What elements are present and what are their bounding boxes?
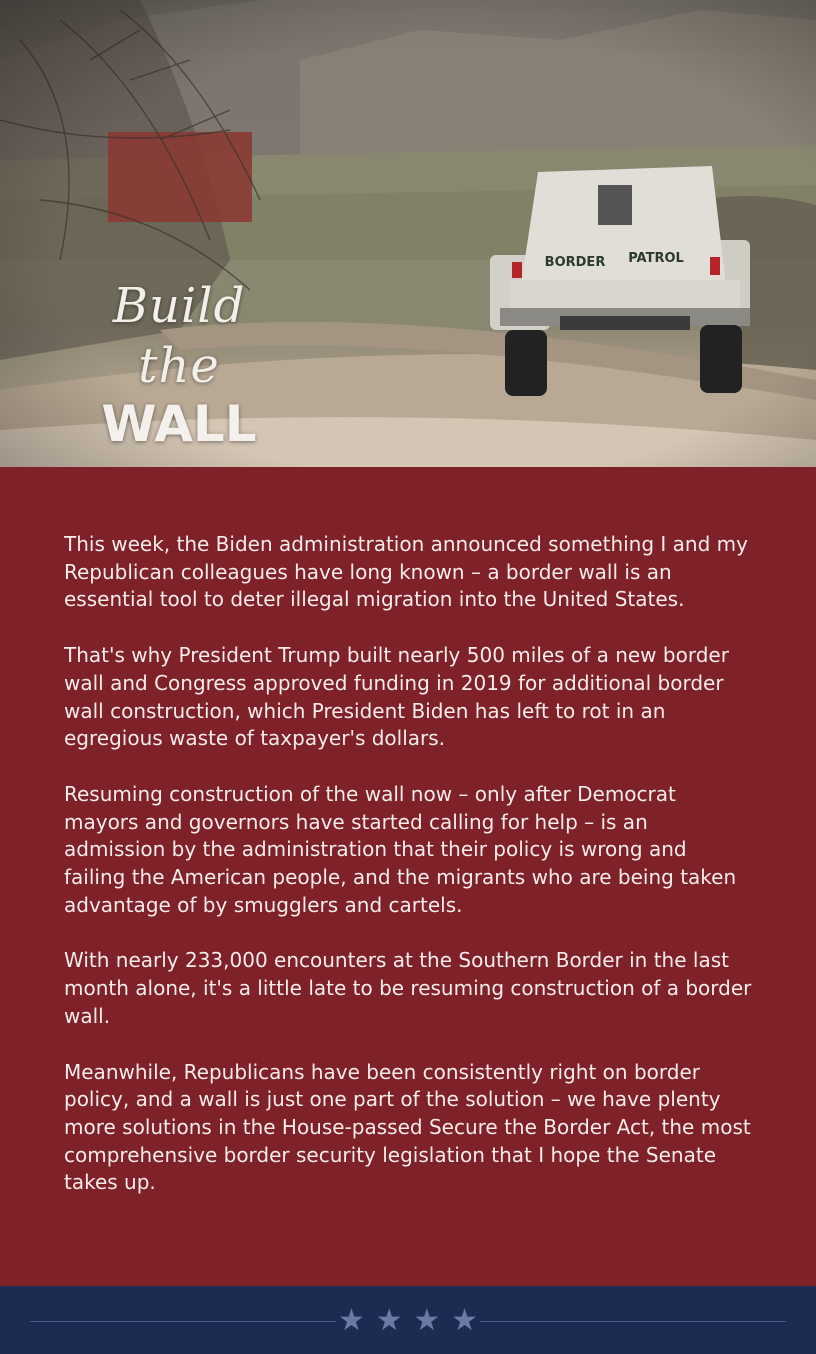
hero-title	[78, 276, 280, 452]
paragraph-2: That's why President Trump built nearly 500 miles of a new border wall and Congress approved funding in 2019 for additional border wall construction, which President Biden has left to rot in an egregious waste of taxpayer's dollars.	[64, 643, 729, 751]
stars-row	[338, 1304, 478, 1338]
star-icon: ★	[413, 1303, 441, 1338]
star-icon: ★	[375, 1303, 403, 1338]
divider-line-left	[30, 1321, 336, 1322]
star-icon: ★	[451, 1303, 478, 1338]
paragraph-4: With nearly 233,000 encounters at the Southern Border in the last month alone, it's a little late to be resuming construction of a border wall.	[64, 948, 752, 1028]
article-text	[64, 531, 754, 1225]
footer-divider	[0, 1286, 816, 1354]
title-script-line: Build the	[112, 278, 246, 394]
title-bold-line: WALL	[101, 395, 257, 453]
star-icon: ★	[338, 1303, 365, 1338]
hero-banner	[0, 0, 816, 467]
paragraph-3: Resuming construction of the wall now – only after Democrat mayors and governors have started calling for help – is an admission by the administration that their policy is wrong and failing the American people, and the migrants who are being taken advantage of by smugglers and cartels.	[64, 781, 737, 917]
article-body	[0, 467, 816, 1286]
divider-line-right	[480, 1321, 786, 1322]
paragraph-5: Meanwhile, Republicans have been consistently right on border policy, and a wall is just one part of the solution – we have plenty more solutions in the House-passed Secure the Border Act, the most comprehensive border security legislation that I hope the Senate takes up.	[64, 1059, 751, 1195]
paragraph-1: This week, the Biden administration announced something I and my Republican colleagues have long known – a border wall is an essential tool to deter illegal migration into the United States.	[64, 532, 748, 612]
